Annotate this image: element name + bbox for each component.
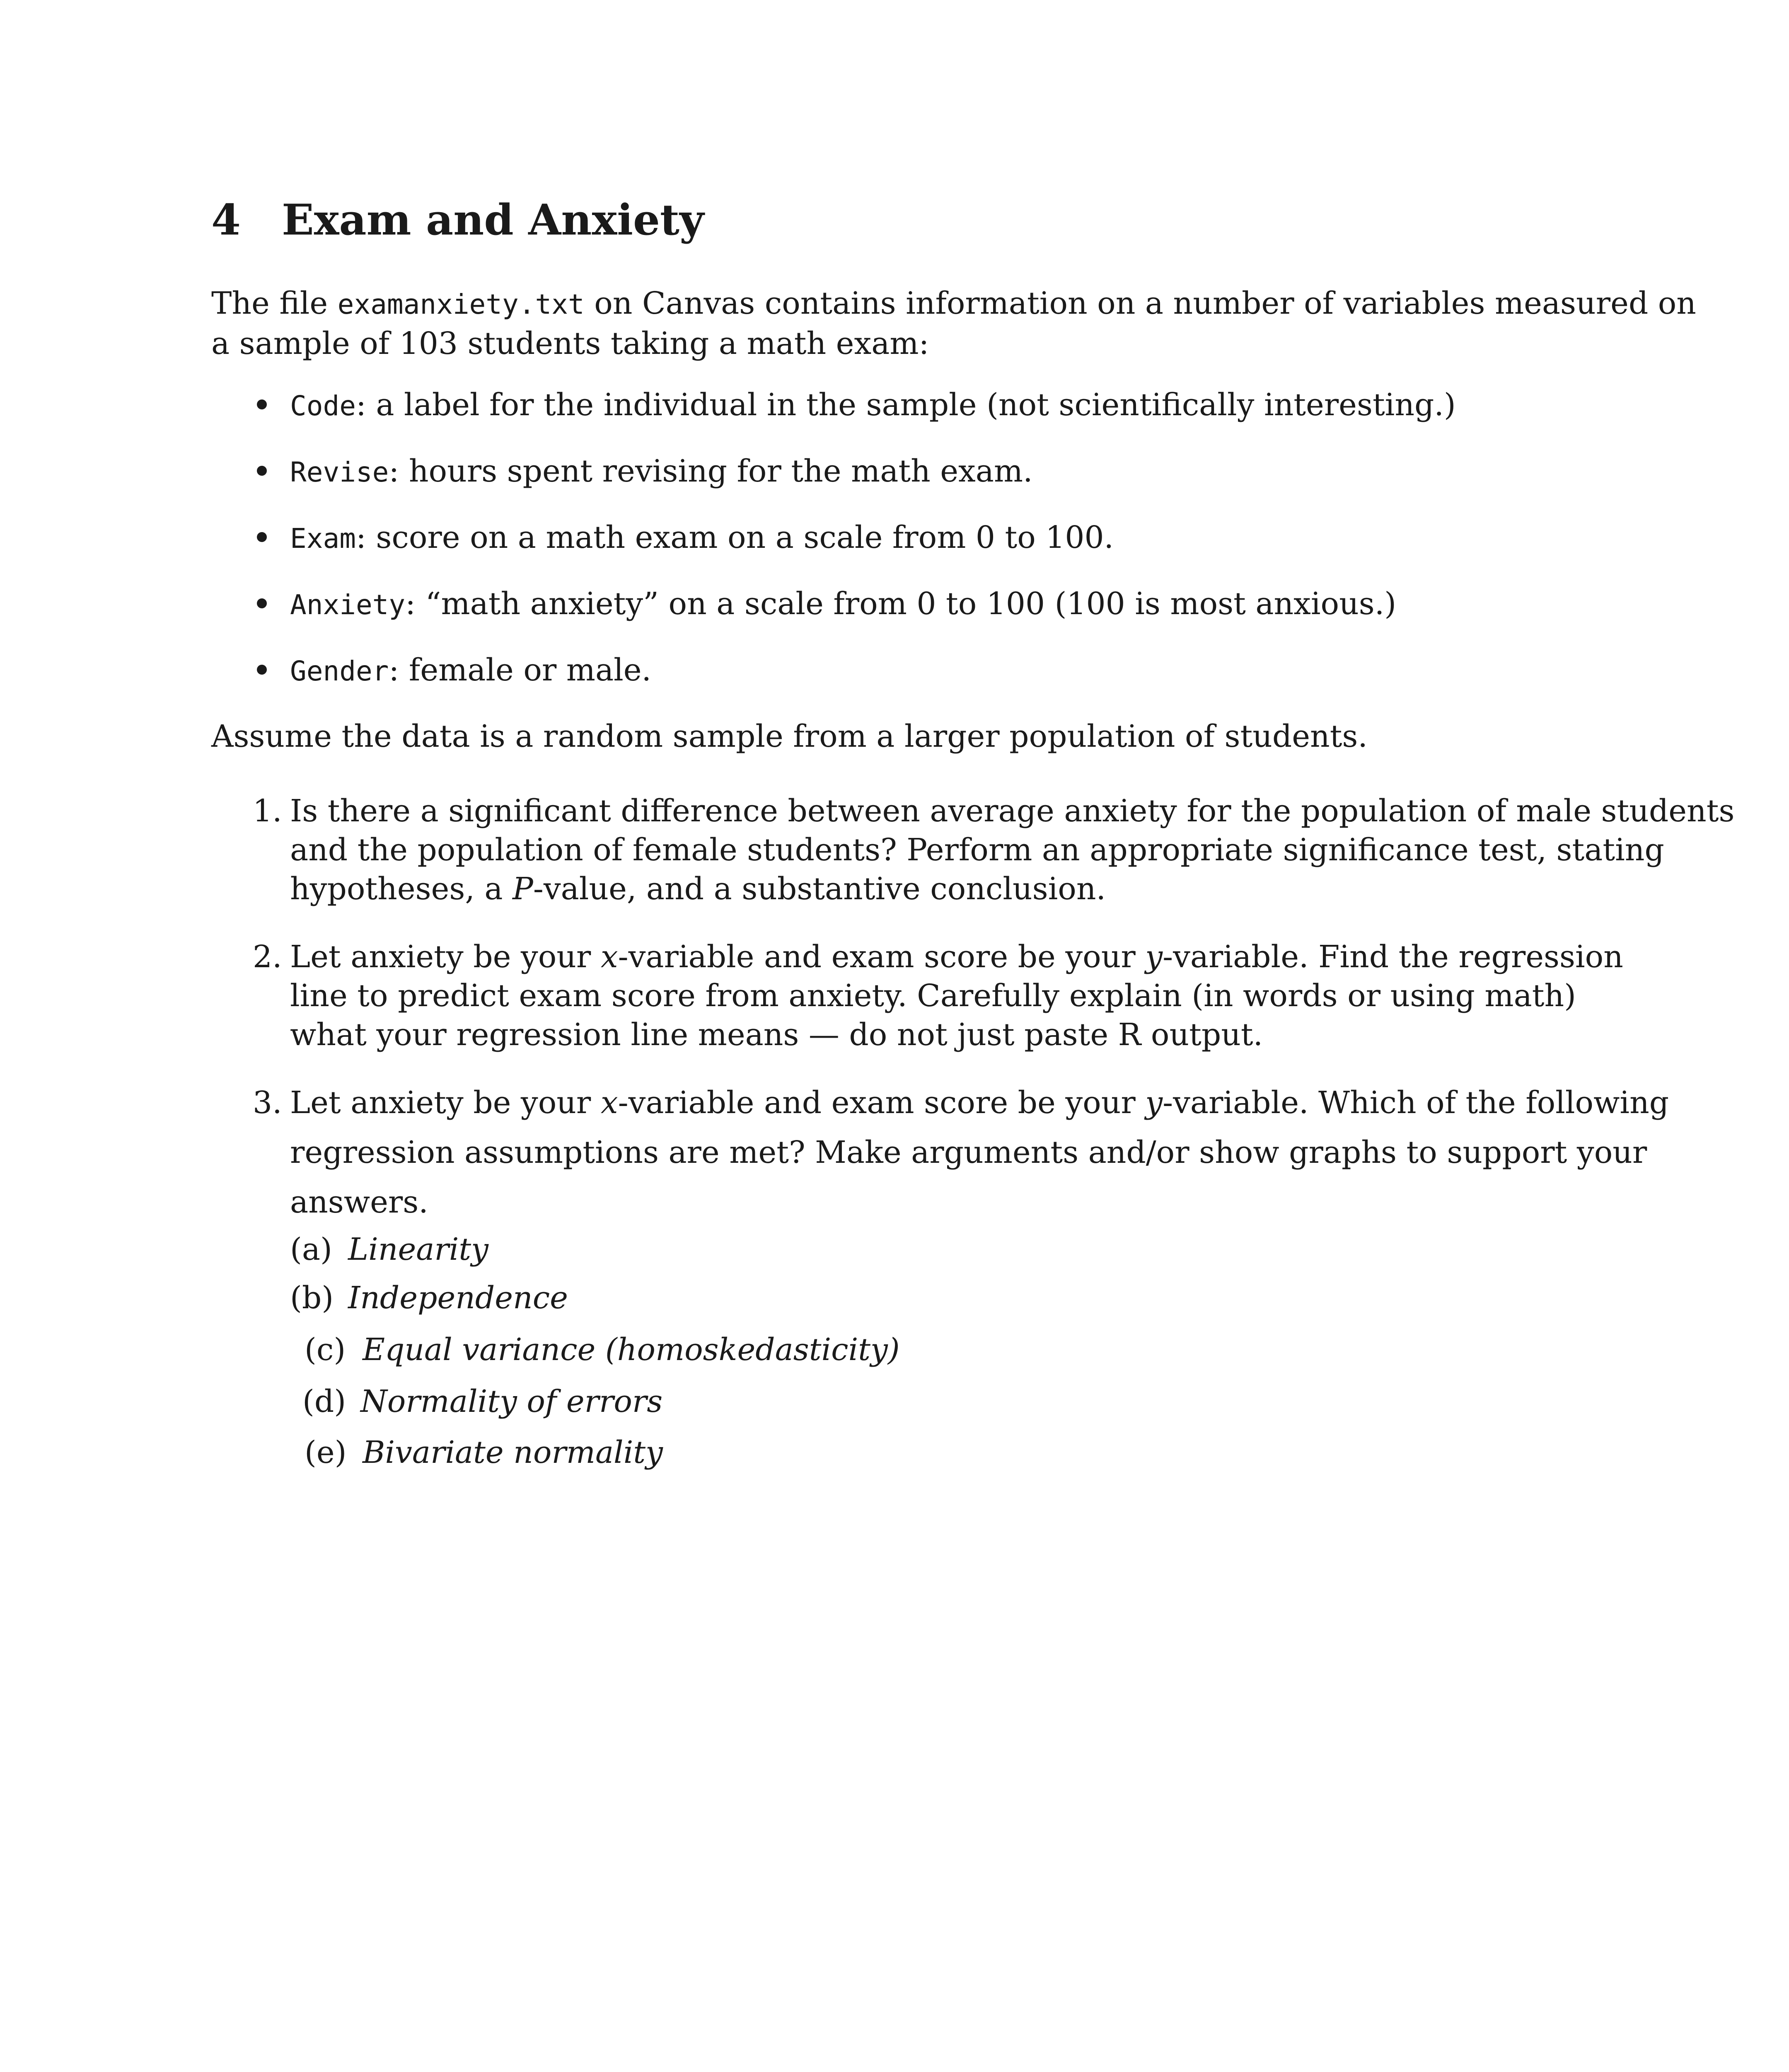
filename: examanxiety.txt	[337, 288, 585, 320]
assumption-sentence: Assume the data is a random sample from a larger population of students.	[211, 719, 1368, 754]
bullet-icon	[257, 466, 267, 476]
question-number: 3.	[253, 1085, 282, 1121]
question-number: 1.	[253, 793, 282, 829]
sub-item-a: (a) Linearity	[290, 1232, 488, 1267]
variable-description: : a label for the individual in the sample (not scientifically interesting.)	[355, 387, 1456, 423]
question-3: 3. Let anxiety be your x-variable and exam score be your y-variable. Which of the following regression assumptions are met? Make arguments and/or show graphs to support your answers.	[290, 1083, 1669, 1232]
intro-line-1: The file examanxiety.txt on Canvas contains information on a number of variables measured on	[211, 286, 1696, 321]
sub-item-d: (d) Normality of errors	[302, 1384, 663, 1419]
section-title: Exam and Anxiety	[282, 195, 704, 245]
variable-name: Exam	[290, 523, 356, 554]
sub-item-b: (b) Independence	[290, 1280, 568, 1316]
question-1: 1. Is there a significant difference between average anxiety for the population of male students and the population of female students? Perform an appropriate significance test, stating hypotheses, a P-value, and a substantive conclusion.	[290, 792, 1734, 908]
question-2: 2. Let anxiety be your x-variable and exam score be your y-variable. Find the regression line to predict exam score from anxiety. Carefully explain (in words or using math) what your regression line means — do not just paste R output.	[290, 937, 1623, 1054]
sub-item-e: (e) Bivariate normality	[305, 1435, 663, 1470]
section-heading	[211, 195, 704, 245]
variable-description: : “math anxiety” on a scale from 0 to 100 (100 is most anxious.)	[405, 586, 1397, 622]
intro-line-2: a sample of 103 students taking a math exam:	[211, 326, 929, 361]
bullet-icon	[257, 532, 267, 542]
bullet-icon	[257, 399, 267, 409]
variable-name: Code	[290, 390, 356, 422]
intro-paragraph	[211, 284, 1696, 363]
variable-name: Gender	[290, 655, 389, 687]
bullet-icon	[257, 598, 267, 608]
variable-name: Anxiety	[290, 589, 406, 621]
variable-description: : score on a math exam on a scale from 0 to 100.	[355, 520, 1114, 555]
bullet-icon	[257, 665, 267, 675]
section-number: 4	[211, 195, 241, 245]
sub-item-c: (c) Equal variance (homoskedasticity)	[305, 1332, 900, 1368]
variable-description: : female or male.	[389, 652, 652, 688]
variable-name: Revise	[290, 456, 389, 488]
variable-description: : hours spent revising for the math exam.	[389, 453, 1033, 489]
question-number: 2.	[253, 939, 282, 975]
